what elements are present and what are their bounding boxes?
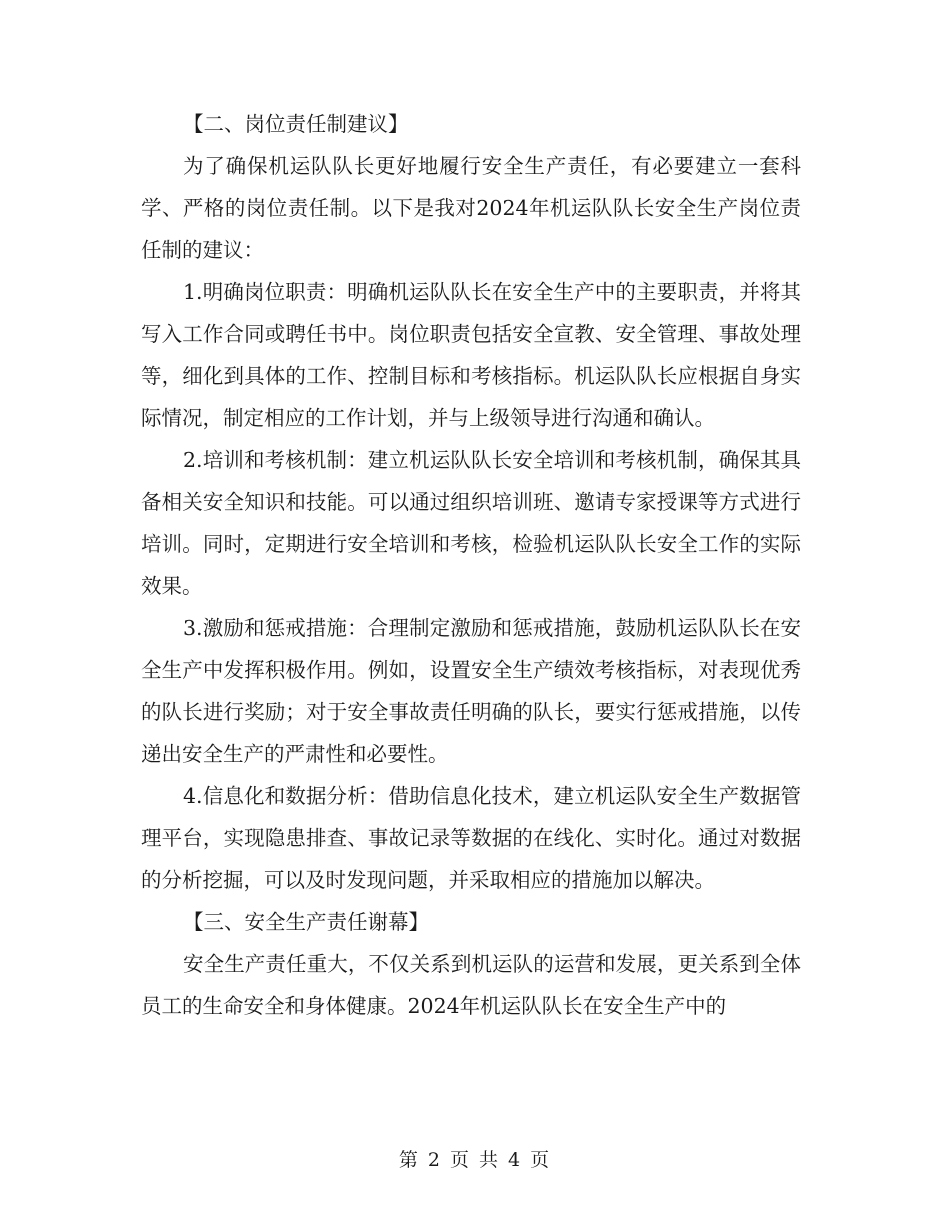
section-heading-3: 【三、安全生产责任谢幕】 bbox=[183, 910, 429, 934]
section-heading-2: 【二、岗位责任制建议】 bbox=[183, 112, 409, 136]
intro-paragraph: 为了确保机运队队长更好地履行安全生产责任，有必要建立一套科学、严格的岗位责任制。以下是我对2024年机运队队长安全生产岗位责任制的建议： bbox=[141, 154, 801, 262]
list-item-3: 3.激励和惩戒措施：合理制定激励和惩戒措施，鼓励机运队队长在安全生产中发挥积极作用。例如，设置安全生产绩效考核指标，对表现优秀的队长进行奖励；对于安全事故责任明确的队长，要实行惩戒措施，以传递出安全生产的严肃性和必要性。 bbox=[141, 616, 801, 766]
page-content bbox=[141, 103, 801, 1027]
closing-paragraph: 安全生产责任重大，不仅关系到机运队的运营和发展，更关系到全体员工的生命安全和身体健康。2024年机运队队长在安全生产中的 bbox=[141, 952, 801, 1018]
list-item-4: 4.信息化和数据分析：借助信息化技术，建立机运队安全生产数据管理平台，实现隐患排查、事故记录等数据的在线化、实时化。通过对数据的分析挖掘，可以及时发现问题，并采取相应的措施加以解决。 bbox=[141, 784, 801, 892]
list-item-2: 2.培训和考核机制：建立机运队队长安全培训和考核机制，确保其具备相关安全知识和技能。可以通过组织培训班、邀请专家授课等方式进行培训。同时，定期进行安全培训和考核，检验机运队队长安全工作的实际效果。 bbox=[141, 448, 801, 598]
page-number-footer: 第 2 页 共 4 页 bbox=[398, 1149, 552, 1171]
list-item-1: 1.明确岗位职责：明确机运队队长在安全生产中的主要职责，并将其写入工作合同或聘任书中。岗位职责包括安全宣教、安全管理、事故处理等，细化到具体的工作、控制目标和考核指标。机运队队长应根据自身实际情况，制定相应的工作计划，并与上级领导进行沟通和确认。 bbox=[141, 280, 801, 430]
